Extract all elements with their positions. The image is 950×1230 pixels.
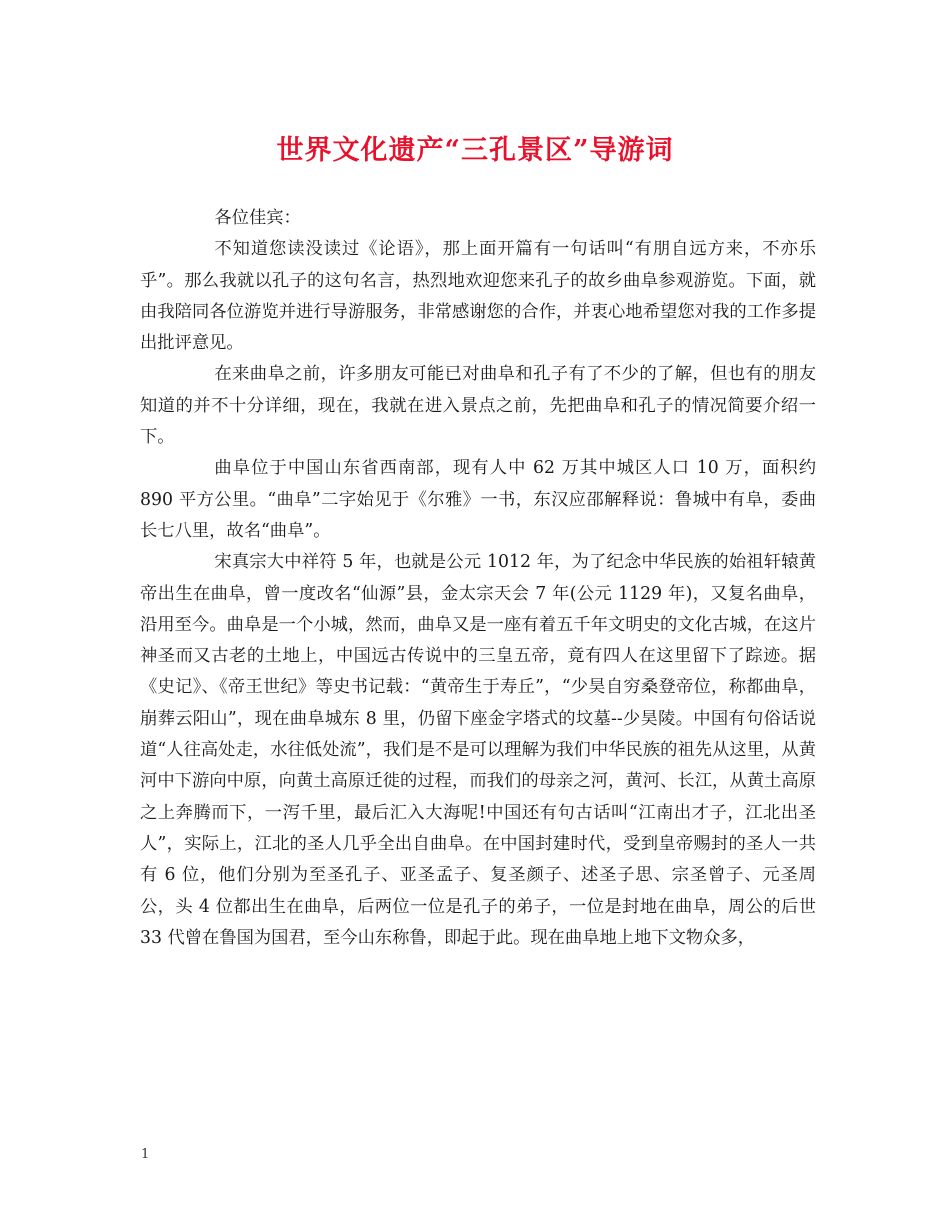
paragraph-4: 宋真宗大中祥符 5 年，也就是公元 1012 年，为了纪念中华民族的始祖轩辕黄帝出生在曲阜，曾一度改名“仙源”县，金太宗天会 7 年(公元 1129 年)，又复名曲阜，沿用至今。曲阜是一个小城，然而，曲阜又是一座有着五千年文明史的文化古城，在这片神圣而又古老的土地上，中国远古传说中的三皇五帝，竟有四人在这里留下了踪迹。据《史记》、《帝王世纪》等史书记载：“黄帝生于寿丘”，“少昊自穷桑登帝位，称都曲阜，崩葬云阳山”，现在曲阜城东 8 里，仍留下座金字塔式的坟墓--少昊陵。中国有句俗话说道“人往高处走，水往低处流”，我们是不是可以理解为我们中华民族的祖先从这里，从黄河中下游向中原，向黄土高原迁徙的过程，而我们的母亲之河，黄河、长江，从黄土高原之上奔腾而下，一泻千里，最后汇入大海呢!中国还有句古话叫“江南出才子，江北出圣人”，实际上，江北的圣人几乎全出自曲阜。在中国封建时代，受到皇帝赐封的圣人一共有 6 位，他们分别为至圣孔子、亚圣孟子、复圣颜子、述圣子思、宗圣曾子、元圣周公，头 4 位都出生在曲阜，后两位一位是孔子的弟子，一位是封地在曲阜，周公的后世 33 代曾在鲁国为国君，至今山东称鲁，即起于此。现在曲阜地上地下文物众多， bbox=[140, 552, 816, 948]
paragraph-2: 在来曲阜之前，许多朋友可能已对曲阜和孔子有了不少的了解，但也有的朋友知道的并不十分详细，现在，我就在进入景点之前，先把曲阜和孔子的情况简要介绍一下。 bbox=[140, 364, 816, 448]
page-number: 1 bbox=[141, 1147, 150, 1162]
paragraph-3: 曲阜位于中国山东省西南部，现有人中 62 万其中城区人口 10 万，面积约 890 平方公里。“曲阜”二字始见于《尔雅》一书，东汉应邵解释说：鲁城中有阜，委曲长七八里，故名“曲阜”。 bbox=[140, 458, 816, 541]
greeting-line: 各位佳宾： bbox=[214, 208, 301, 228]
paragraph-1: 不知道您读没读过《论语》，那上面开篇有一句话叫“有朋自远方来，不亦乐乎”。那么我就以孔子的这句名言，热烈地欢迎您来孔子的故乡曲阜参观游览。下面，就由我陪同各位游览并进行导游服务，非常感谢您的合作，并衷心地希望您对我的工作多提出批评意见。 bbox=[140, 239, 816, 354]
document-body bbox=[140, 203, 816, 954]
document-title: 世界文化遗产“三孔景区”导游词 bbox=[276, 135, 674, 166]
